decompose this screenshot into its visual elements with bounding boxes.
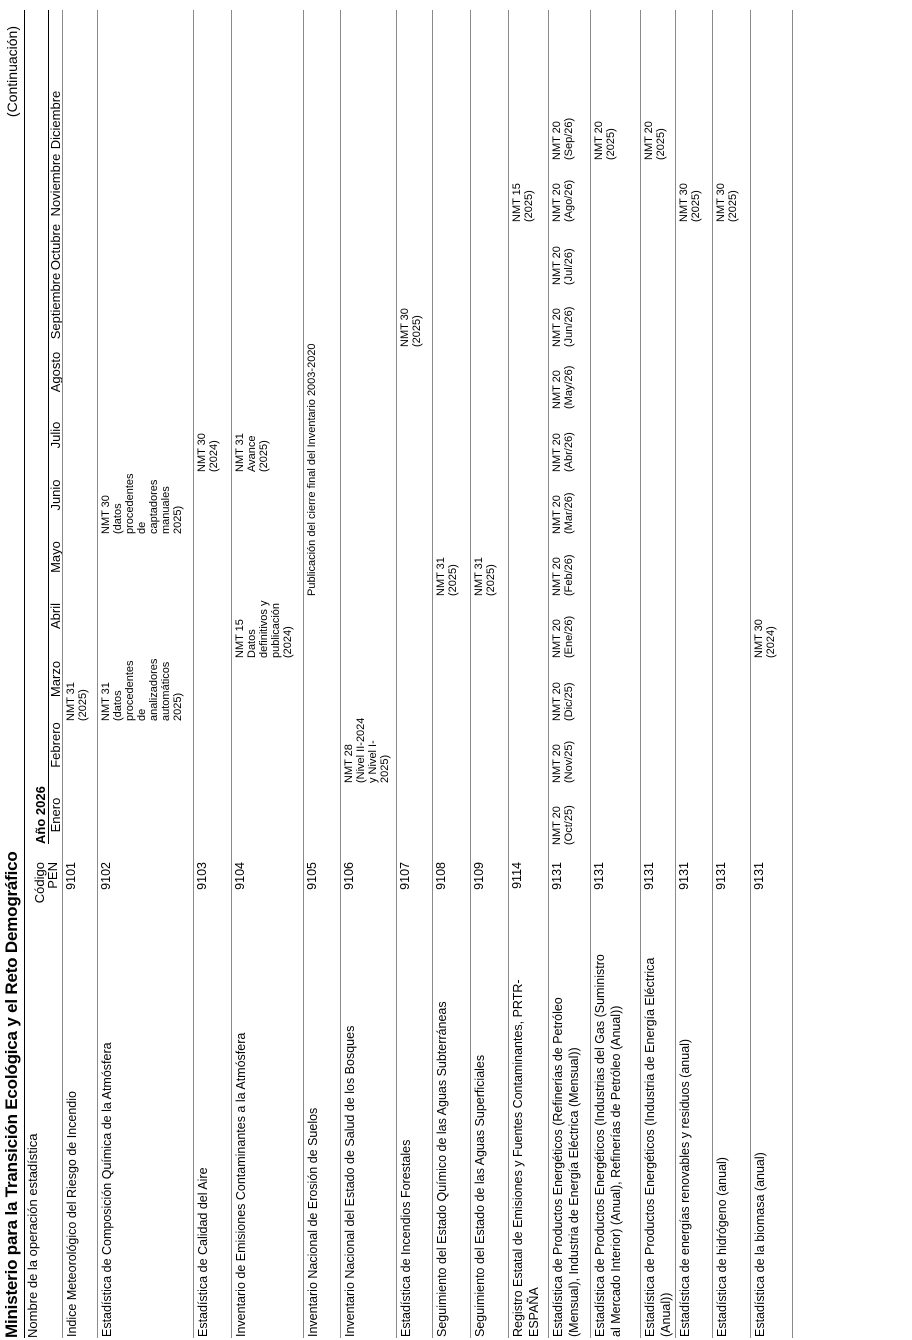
pen-code: 9105	[305, 862, 319, 890]
row-divider	[640, 10, 641, 1338]
year-header: Año 2026	[33, 786, 48, 844]
schedule-cell: NMT 31 (2025)	[473, 557, 497, 596]
operation-name: Indice Meteorológico del Riesgo de Incendio	[65, 1091, 79, 1337]
month-header: Junio	[48, 479, 63, 511]
schedule-cell: NMT 31 (2025)	[435, 557, 459, 596]
operation-name: Seguimiento del Estado Químico de las Aguas Subterráneas	[435, 1001, 449, 1337]
pen-code: 9131	[592, 862, 606, 890]
month-header: Enero	[48, 797, 63, 833]
row-divider	[470, 10, 471, 1338]
pen-code: 9109	[472, 862, 486, 890]
schedule-cell: NMT 20 (Ene/26)	[551, 615, 575, 658]
month-header: Mayo	[48, 541, 63, 573]
schedule-cell: NMT 20 (Abr/26)	[551, 432, 575, 472]
pen-code: 9108	[434, 862, 448, 890]
schedule-cell: NMT 20 (Oct/25)	[551, 805, 575, 845]
schedule-cell: NMT 20 (2025)	[643, 121, 667, 160]
row-divider	[303, 10, 304, 1338]
pen-code: 9114	[510, 862, 524, 889]
pen-code: 9104	[233, 862, 247, 890]
pen-code: 9131	[752, 862, 766, 890]
pen-code: 9131	[677, 862, 691, 890]
row-divider	[548, 10, 549, 1338]
month-header: Noviembre	[48, 153, 63, 217]
operation-name: Estadística de Composición Química de la Atmósfera	[100, 1042, 114, 1337]
operation-name: Seguimiento del Estado de las Aguas Superficiales	[473, 1054, 487, 1337]
operation-name: Inventario Nacional de Erosión de Suelos	[306, 1107, 320, 1337]
schedule-cell: NMT 30 (2025)	[715, 183, 739, 222]
schedule-cell: Publicación del cierre final del Inventario 2003-2020	[306, 343, 318, 596]
schedule-cell: NMT 31 (2025)	[65, 682, 89, 721]
table-bottom-rule	[792, 10, 793, 1338]
schedule-cell: NMT 20 (Dic/25)	[551, 682, 575, 721]
pen-code: 9102	[99, 862, 113, 890]
schedule-cell: NMT 30 (datos procedentes de captadores manuales 2025)	[100, 473, 184, 534]
operation-name: Estadística de Calidad del Aire	[196, 1167, 210, 1337]
operation-name: Estadística de Incendios Forestales	[399, 1139, 413, 1337]
schedule-cell: NMT 20 (Sep/26)	[551, 117, 575, 160]
schedule-cell: NMT 20 (Jun/26)	[551, 306, 575, 347]
pen-code: 9131	[550, 862, 564, 890]
schedule-cell: NMT 30 (2024)	[196, 433, 220, 472]
continuation-label: (Continuación)	[4, 26, 20, 118]
month-header: Agosto	[48, 351, 63, 393]
schedule-cell: NMT 20 (May/26)	[551, 365, 575, 409]
row-divider	[675, 10, 676, 1338]
pen-code: 9106	[342, 862, 356, 890]
schedule-cell: NMT 30 (2024)	[753, 619, 777, 658]
pen-code-header: Código PEN	[32, 862, 60, 904]
row-divider	[590, 10, 591, 1338]
row-divider	[712, 10, 713, 1338]
pen-code: 9131	[714, 862, 728, 890]
schedule-cell: NMT 20 (2025)	[593, 121, 617, 160]
operation-name-header: Nombre de la operación estadística	[25, 1133, 40, 1338]
pen-code: 9131	[642, 862, 656, 890]
schedule-cell: NMT 15 (2025)	[511, 183, 535, 222]
operation-name: Estadística de hidrógeno (anual)	[715, 1157, 729, 1337]
schedule-cell: NMT 31 Avance (2025)	[234, 433, 270, 472]
month-header: Octubre	[48, 223, 63, 271]
schedule-cell: NMT 30 (2025)	[399, 308, 423, 347]
ministry-title: Ministerio para la Transición Ecológica y el Reto Demográfico	[2, 851, 21, 1338]
month-header: Diciembre	[48, 90, 63, 150]
month-header: Septiembre	[48, 272, 63, 340]
schedule-cell: NMT 20 (Feb/26)	[551, 554, 575, 596]
schedule-cell: NMT 31 (datos procedentes de analizadores automáticos 2025)	[100, 658, 184, 721]
month-header: Julio	[48, 421, 63, 449]
operation-name: Estadística de Productos Energéticos (Refinerías de Petróleo (Mensual), Industria de Energía Eléctrica (Mensual))	[551, 997, 581, 1337]
operation-name: Estadística de energías renovables y residuos (anual)	[678, 1038, 692, 1337]
month-header: Marzo	[48, 660, 63, 698]
operation-name: Estadística de Productos Energéticos (Industrias del Gas (Suministro al Mercado Interior) (Anual), Refinerías de Petróleo (Anual))	[593, 954, 623, 1337]
schedule-cell: NMT 15 Datos definitivos y publicación (2024)	[234, 600, 294, 658]
operation-name: Registro Estatal de Emisiones y Fuentes Contaminantes, PRTR-ESPAÑA	[511, 979, 541, 1337]
schedule-cell: NMT 20 (Mar/26)	[551, 492, 575, 534]
row-divider	[340, 10, 341, 1338]
row-divider	[193, 10, 194, 1338]
operation-name: Inventario de Emisiones Contaminantes a la Atmósfera	[234, 1032, 248, 1337]
schedule-cell: NMT 20 (Jul/26)	[551, 246, 575, 285]
row-divider	[231, 10, 232, 1338]
row-divider	[97, 10, 98, 1338]
schedule-cell: NMT 28 (Nivel II-2024 y Nivel I- 2025)	[343, 717, 391, 783]
schedule-cell: NMT 20 (Ago/26)	[551, 179, 575, 222]
row-divider	[750, 10, 751, 1338]
schedule-cell: NMT 20 (Nov/25)	[551, 740, 575, 783]
schedule-cell: NMT 30 (2025)	[678, 183, 702, 222]
operation-name: Estadística de Productos Energéticos (Industria de Energía Eléctrica (Anual))	[643, 957, 673, 1337]
row-divider	[508, 10, 509, 1338]
row-divider	[396, 10, 397, 1338]
pen-code: 9101	[64, 862, 78, 890]
row-divider	[432, 10, 433, 1338]
pen-code: 9107	[398, 862, 412, 890]
operation-name: Inventario Nacional del Estado de Salud de los Bosques	[343, 1025, 357, 1337]
month-header: Febrero	[48, 722, 63, 768]
operation-name: Estadística de la biomasa (anual)	[753, 1152, 767, 1337]
pen-code: 9103	[195, 862, 209, 890]
row-divider	[62, 10, 63, 1338]
month-header: Abril	[48, 603, 63, 630]
